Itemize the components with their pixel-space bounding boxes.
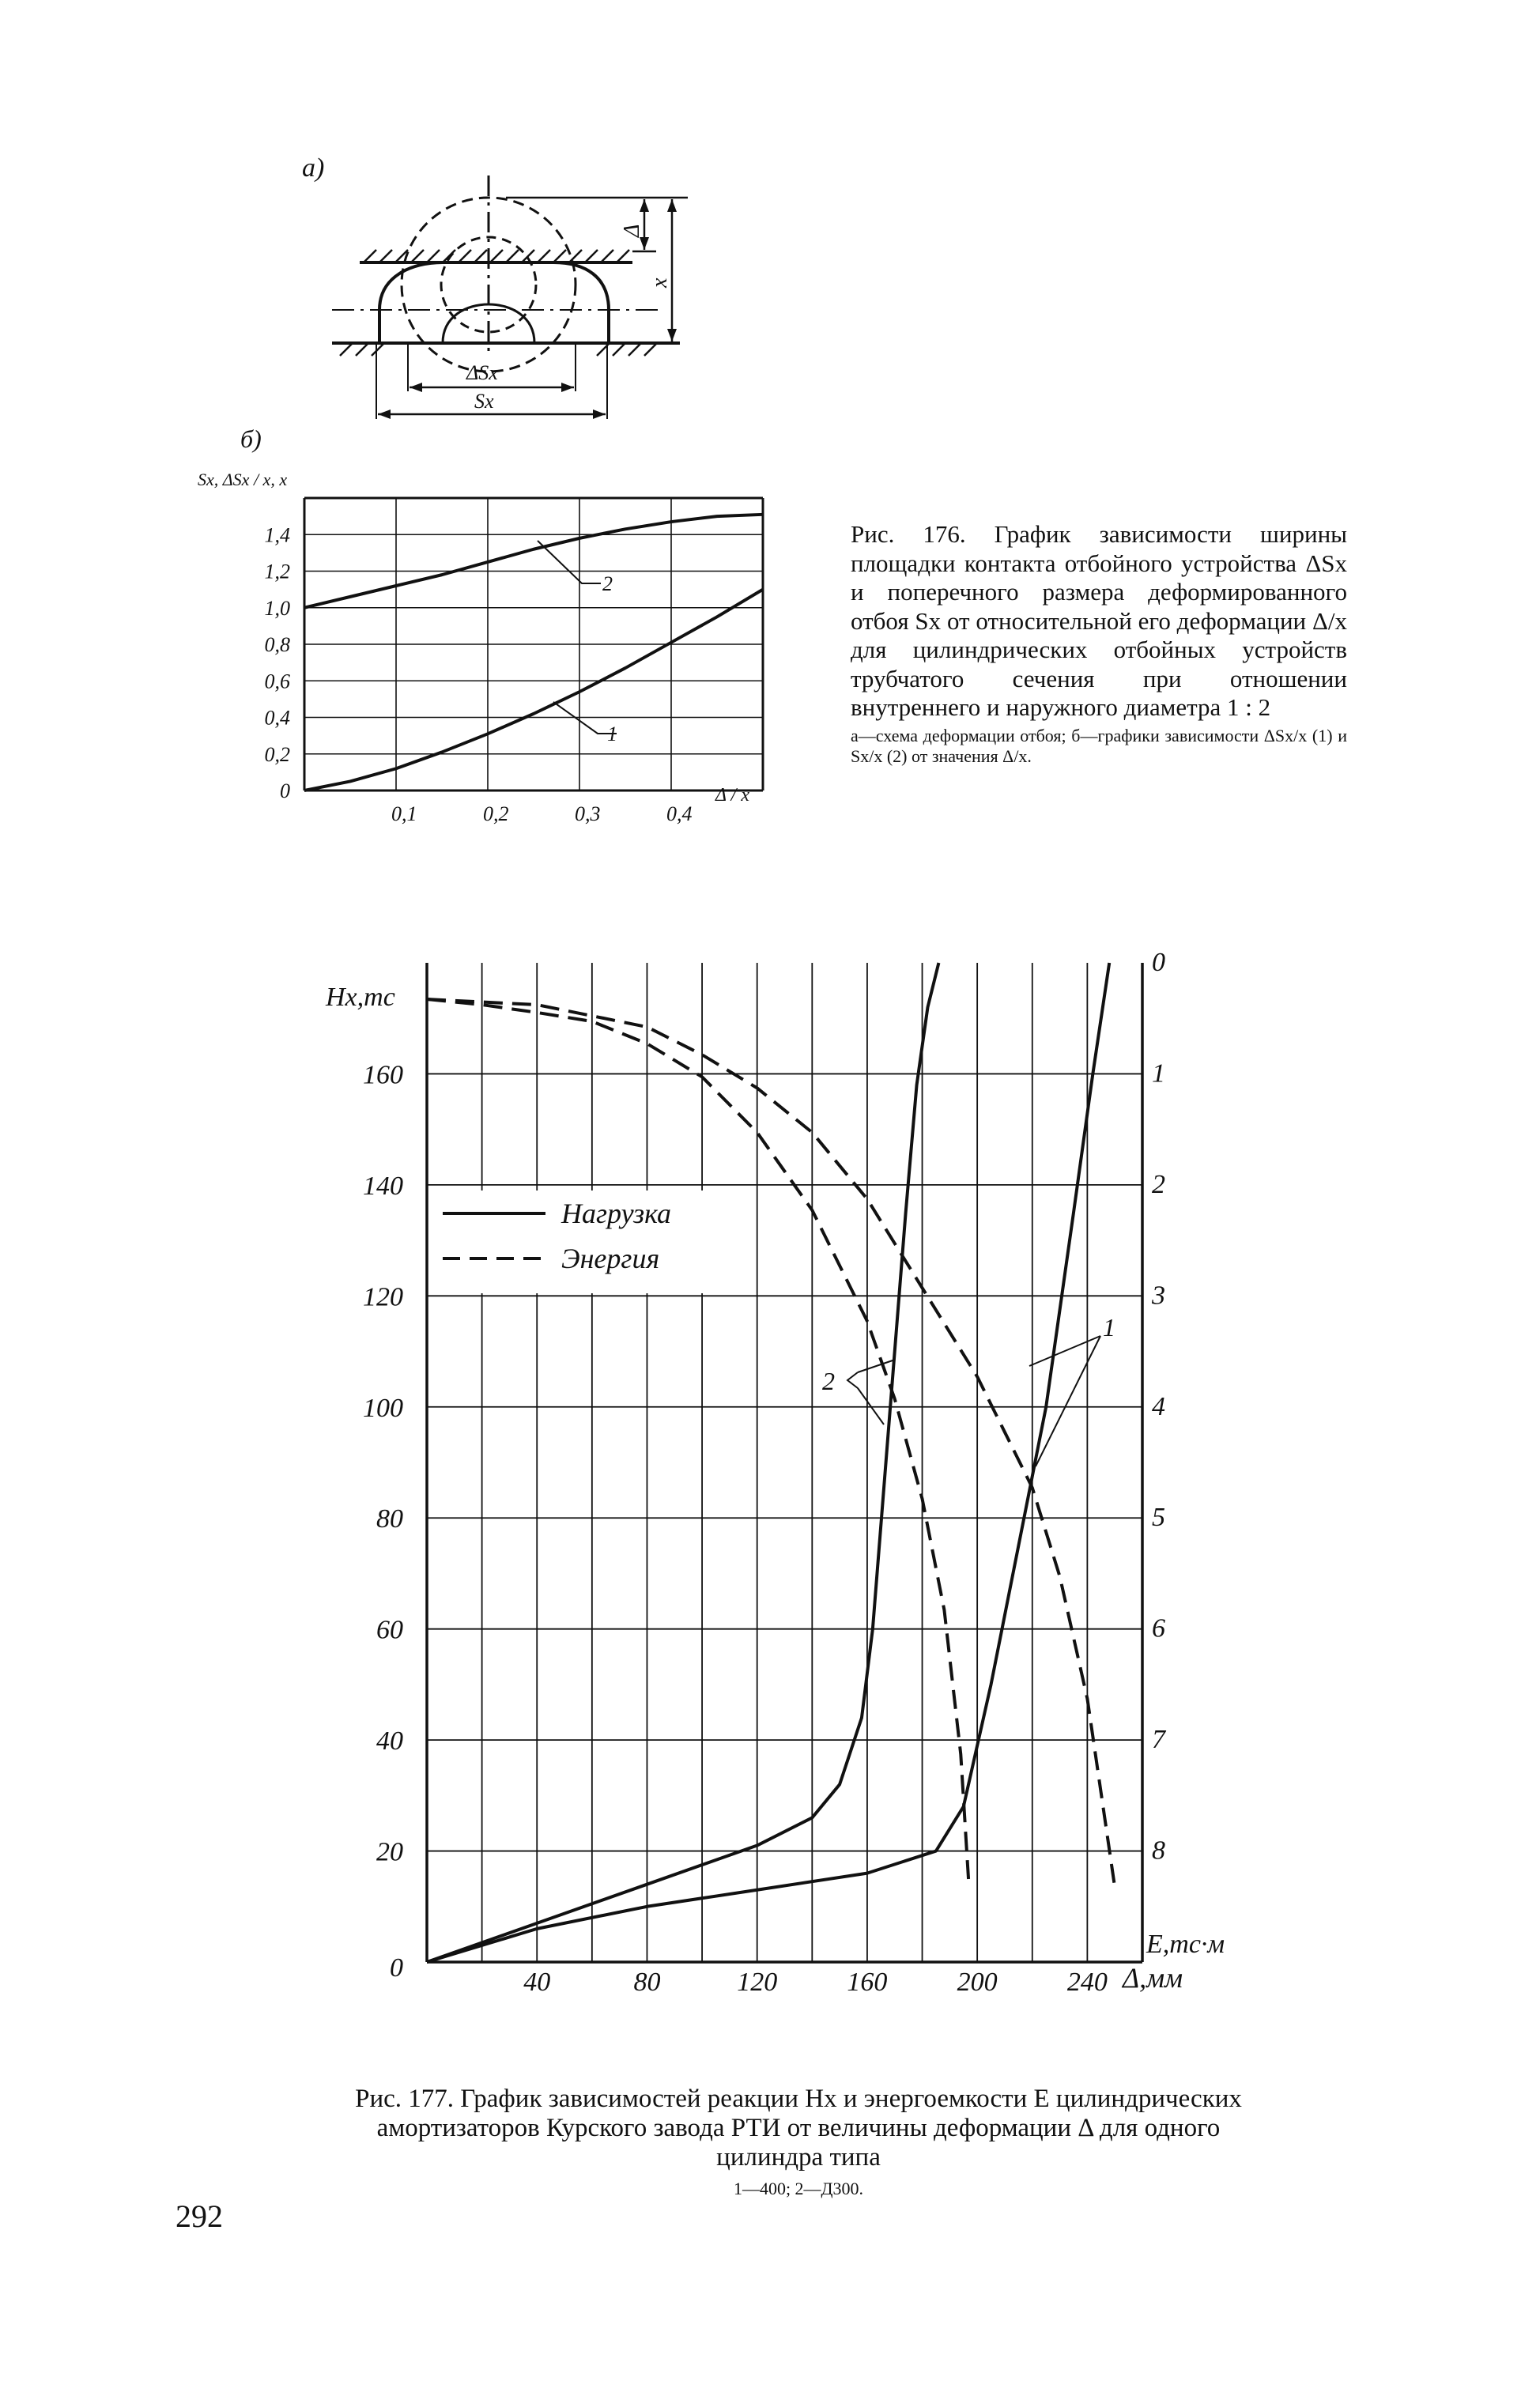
x-tick-label: 40 (523, 1968, 551, 1992)
curve-label-2: 2 (602, 572, 613, 595)
arrow (667, 329, 677, 341)
bottom-hatch (340, 343, 657, 356)
tick-labels (363, 948, 1167, 1992)
x-tick-label: 0,4 (666, 802, 693, 825)
fig177-caption (340, 2085, 1257, 2203)
series-lines (304, 515, 763, 791)
series-line-2 (304, 515, 763, 608)
y-right-tick-label: 3 (1152, 1281, 1165, 1311)
arrow (667, 199, 677, 212)
y-right-tick-label: 7 (1152, 1725, 1165, 1755)
arrow (640, 237, 649, 250)
fig176b-label: б) (240, 427, 262, 453)
y-left-tick-label: 40 (376, 1726, 403, 1757)
y-tick-label: 0,4 (264, 706, 290, 730)
legend-dashed-label: Энергия (561, 1243, 660, 1274)
x-tick-label: 0,3 (575, 802, 601, 825)
fig177-chart (0, 933, 1540, 1992)
tick-labels (265, 523, 693, 825)
series-line-Нагрузка-2 (427, 963, 938, 1962)
y-right-tick-label: 1 (1152, 1058, 1165, 1089)
sx-label: Sx (474, 390, 494, 413)
x-tick-label: 240 (1066, 1968, 1108, 1992)
x-tick-label: 80 (633, 1968, 661, 1992)
y-left-axis-label: Hx,тс (326, 983, 395, 1012)
series-lines (427, 963, 1115, 1962)
x-axis-label: Δ,мм (1123, 1962, 1183, 1992)
fig176-caption (851, 520, 1347, 767)
y-left-tick-label: 80 (376, 1504, 403, 1534)
x-tick-label: 0,2 (483, 802, 509, 825)
page-number: 292 (176, 2198, 223, 2234)
fig177-caption-title: Рис. 177. График зависимостей реакции Hx и энергоемкости E цилиндрических амортизаторов Курского завода РТИ от величины деформации Δ для одного цилиндра типа (355, 2085, 1242, 2172)
delta-label: Δ (620, 224, 644, 237)
arrow (640, 199, 649, 212)
series-line-Энергия-1 (427, 999, 1115, 1888)
y-left-tick-label: 160 (363, 1060, 403, 1090)
arrow (593, 409, 606, 419)
y-left-tick-label: 100 (363, 1393, 403, 1423)
y-tick-label: 1,2 (264, 560, 290, 583)
y-tick-label: 1,0 (264, 596, 290, 620)
x-tick-label: 0,1 (391, 802, 417, 825)
curve-label-1: 1 (607, 723, 617, 745)
y-left-tick-label: 0 (390, 1953, 403, 1983)
y-tick-label: 0,6 (264, 670, 290, 693)
y-left-tick-label: 140 (363, 1171, 403, 1201)
y-right-tick-label: 4 (1152, 1391, 1165, 1421)
fig177-caption-sub: 1—400; 2—Д300. (733, 2179, 864, 2198)
series-line-1 (304, 590, 763, 791)
y-left-tick-label: 60 (376, 1615, 403, 1645)
x-tick-label: 160 (847, 1968, 888, 1992)
y-right-axis-label: E,тс·м (1146, 1930, 1225, 1959)
y-tick-label: 1,4 (264, 523, 290, 547)
y-left-tick-label: 20 (376, 1837, 403, 1867)
x-tick-label: 200 (957, 1968, 998, 1992)
x-tick-label: 120 (737, 1968, 778, 1992)
fig176a-schema (0, 0, 1540, 443)
top-hatch (364, 250, 629, 262)
arrow (378, 409, 391, 419)
arrow (410, 383, 422, 392)
y-right-tick-label: 5 (1152, 1503, 1165, 1533)
fig176b-chart (0, 427, 838, 885)
y-right-tick-label: 0 (1152, 948, 1165, 977)
x-axis-label: Δ / x (715, 785, 749, 806)
arrow (561, 383, 574, 392)
dsx-label: ΔSx (466, 361, 498, 384)
curve-label-2: 2 (822, 1367, 835, 1395)
fig176-caption-sub: а—схема деформации отбоя; б—графики зависимости ΔSx/x (1) и Sx/x (2) от значения Δ/x. (851, 725, 1347, 766)
y-right-tick-label: 6 (1152, 1613, 1165, 1643)
fig176-caption-title: Рис. 176. График зависимости ширины площадки контакта отбойного устройства ΔSx и поперечного размера деформированного отбоя Sx от относительной его деформации Δ/x для цилиндрических отбойных устройств трубчатого сечения при отношении внутреннего и наружного диаметра 1 : 2 (851, 520, 1347, 721)
y-tick-label: 0 (280, 779, 290, 802)
y-right-tick-label: 2 (1152, 1169, 1165, 1199)
y-right-tick-label: 8 (1152, 1836, 1165, 1866)
x-label: x (647, 277, 672, 288)
y-axis-label: Sx, ΔSx / x, x (198, 470, 288, 489)
curve-label-1: 1 (1103, 1313, 1115, 1341)
series-line-Нагрузка-1 (427, 963, 1109, 1962)
y-left-tick-label: 120 (363, 1282, 403, 1312)
grid (304, 498, 763, 791)
fig176a-label: а) (302, 153, 325, 183)
y-tick-label: 0,2 (264, 742, 290, 766)
curve-label-leaders (847, 1336, 1100, 1466)
y-tick-label: 0,8 (264, 633, 290, 656)
legend-solid-label: Нагрузка (561, 1198, 672, 1229)
